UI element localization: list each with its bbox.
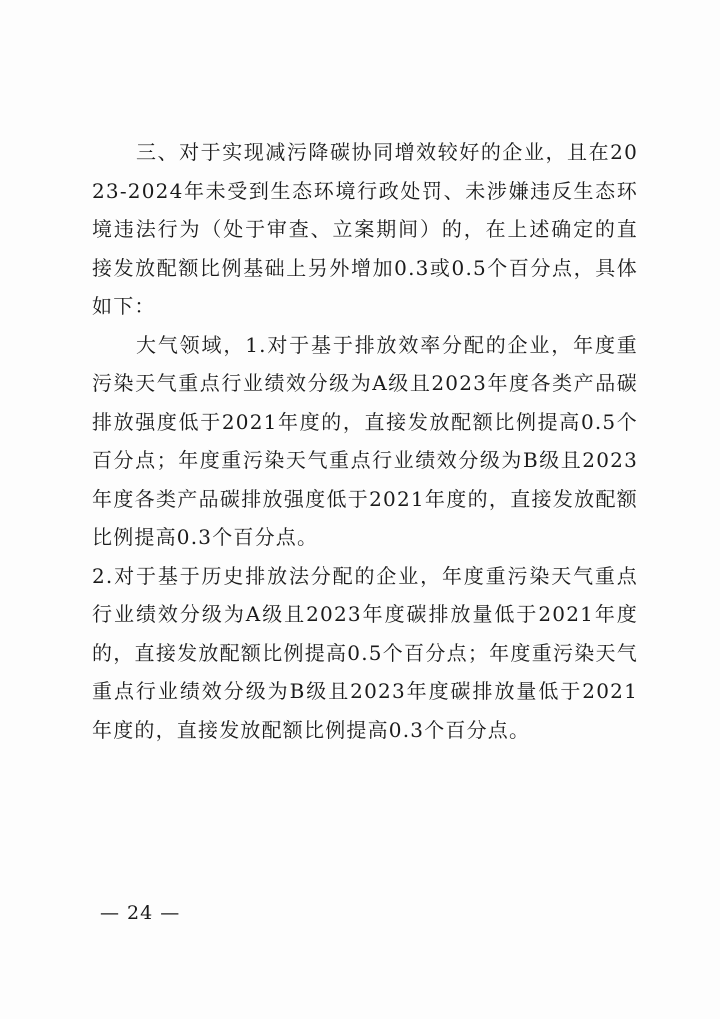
- page-number: — 24 —: [100, 902, 181, 924]
- document-body: [92, 133, 638, 749]
- paragraph-historical-emission: 2.对于基于历史排放法分配的企业，年度重污染天气重点行业绩效分级为A级且2023年度碳排放量低于2021年度的，直接发放配额比例提高0.5个百分点；年度重污染天气重点行业绩效分级为B级且2023年度碳排放量低于2021年度的，直接发放配额比例提高0.3个百分点。: [92, 563, 638, 742]
- paragraph-section-three: 三、对于实现减污降碳协同增效较好的企业，且在2023-2024年未受到生态环境行政处罚、未涉嫌违反生态环境违法行为（处于审查、立案期间）的，在上述确定的直接发放配额比例基础上另外增加0.3或0.5个百分点，具体如下：: [92, 140, 638, 318]
- paragraph-atmosphere: 大气领域，1.对于基于排放效率分配的企业，年度重污染天气重点行业绩效分级为A级且2023年度各类产品碳排放强度低于2021年度的，直接发放配额比例提高0.5个百分点；年度重污染天气重点行业绩效分级为B级且2023年度各类产品碳排放强度低于2021年度的，直接发放配额比例提高0.3个百分点。: [92, 332, 638, 549]
